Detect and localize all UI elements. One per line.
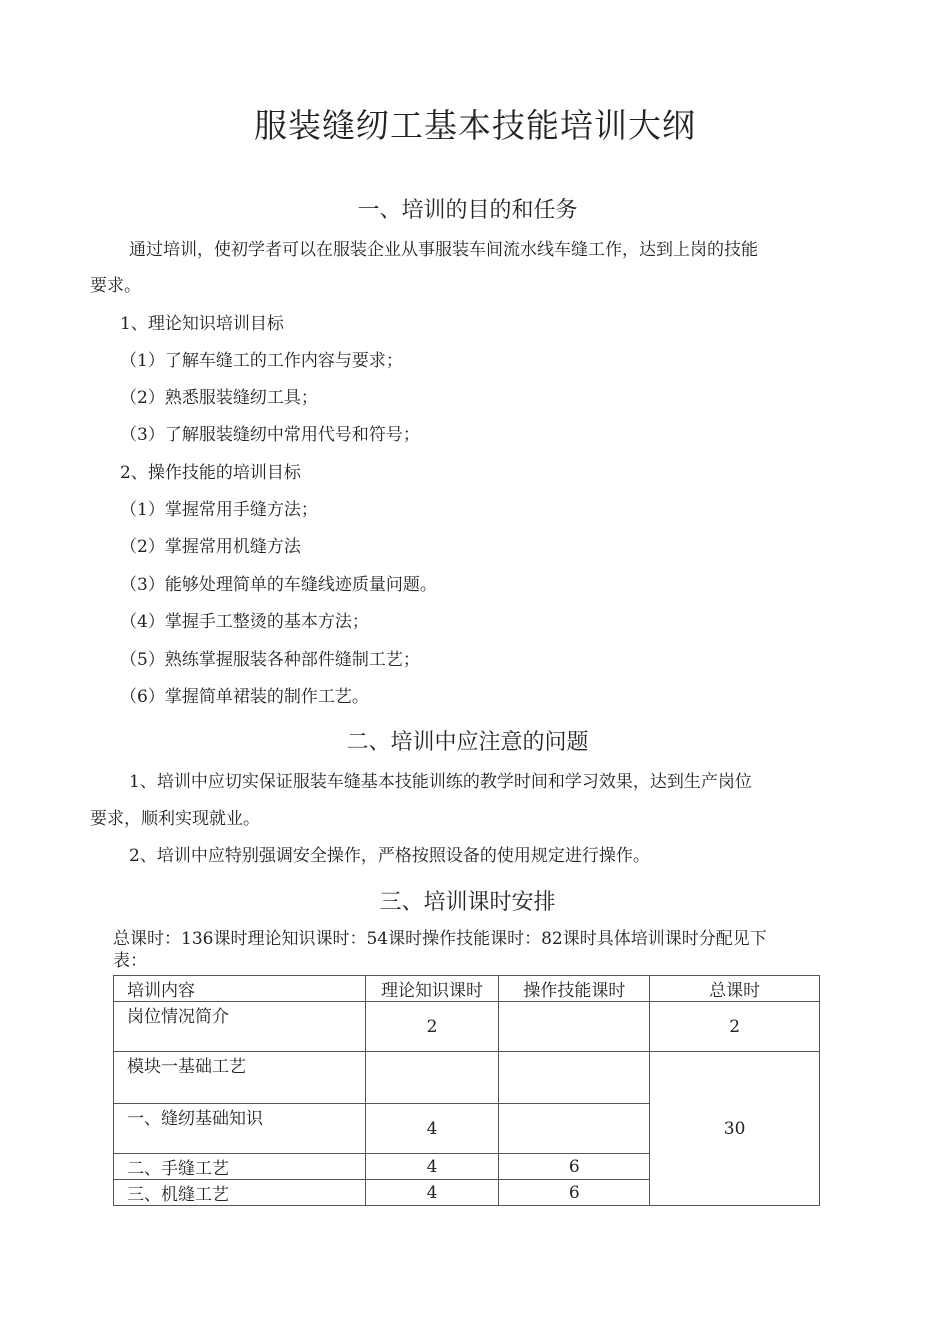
- header-content: 培训内容: [114, 976, 366, 1002]
- row-skill-hours: 6: [499, 1180, 650, 1206]
- skill-item: （4）掌握手工整烫的基本方法；: [120, 612, 369, 632]
- row-theory-hours: 4: [365, 1104, 499, 1154]
- section-1-intro-line1: 通过培训，使初学者可以在服装企业从事服装车间流水线车缝工作，达到上岗的技能: [129, 240, 758, 260]
- row-content: 二、手缝工艺: [114, 1154, 366, 1180]
- skill-item: （6）掌握简单裙装的制作工艺。: [120, 687, 369, 707]
- header-total-hours: 总课时: [650, 976, 820, 1002]
- skill-goal-heading: 2、操作技能的培训目标: [120, 463, 301, 483]
- table-header-row: [114, 976, 820, 1002]
- skill-item: （3）能够处理简单的车缝线迹质量问题。: [120, 575, 437, 595]
- hours-summary-line1: 总课时：136课时理论知识课时：54课时操作技能课时：82课时具体培训课时分配见下: [113, 929, 767, 949]
- skill-item: （2）掌握常用机缝方法: [120, 537, 301, 557]
- row-content: 一、缝纫基础知识: [114, 1104, 366, 1154]
- header-theory-hours: 理论知识课时: [365, 976, 499, 1002]
- row-theory-hours: 4: [365, 1154, 499, 1180]
- header-skill-hours: 操作技能课时: [499, 976, 650, 1002]
- row-total-hours: 30: [650, 1052, 820, 1206]
- document-title: 服装缝纫工基本技能培训大纲: [254, 106, 696, 145]
- section-2-heading: 二、培训中应注意的问题: [346, 730, 589, 755]
- row-theory-hours: [365, 1052, 499, 1104]
- section-1-intro-line2: 要求。: [90, 276, 141, 296]
- table-row: [114, 1002, 820, 1052]
- row-skill-hours: 6: [499, 1154, 650, 1180]
- hours-table: [113, 975, 820, 1206]
- row-skill-hours: [499, 1002, 650, 1052]
- theory-item: （2）熟悉服装缝纫工具；: [120, 388, 318, 408]
- section-3-heading: 三、培训课时安排: [379, 890, 556, 915]
- section-2-item1-line2: 要求，顺利实现就业。: [90, 809, 260, 829]
- section-2-item2: 2、培训中应特别强调安全操作，严格按照设备的使用规定进行操作。: [129, 846, 650, 866]
- table-row: [114, 1052, 820, 1104]
- row-theory-hours: 4: [365, 1180, 499, 1206]
- row-content: 模块一基础工艺: [114, 1052, 366, 1104]
- section-1-heading: 一、培训的目的和任务: [357, 198, 578, 223]
- row-content: 三、机缝工艺: [114, 1180, 366, 1206]
- theory-goal-heading: 1、理论知识培训目标: [120, 314, 284, 334]
- skill-item: （5）熟练掌握服装各种部件缝制工艺；: [120, 650, 420, 670]
- row-theory-hours: 2: [365, 1002, 499, 1052]
- hours-summary-line2: 表：: [113, 951, 147, 971]
- row-skill-hours: [499, 1104, 650, 1154]
- section-2-item1-line1: 1、培训中应切实保证服装车缝基本技能训练的教学时间和学习效果，达到生产岗位: [129, 772, 752, 792]
- row-skill-hours: [499, 1052, 650, 1104]
- row-content: 岗位情况简介: [114, 1002, 366, 1052]
- skill-item: （1）掌握常用手缝方法；: [120, 500, 318, 520]
- row-total-hours: 2: [650, 1002, 820, 1052]
- theory-item: （3）了解服装缝纫中常用代号和符号；: [120, 425, 420, 445]
- theory-item: （1）了解车缝工的工作内容与要求；: [120, 351, 403, 371]
